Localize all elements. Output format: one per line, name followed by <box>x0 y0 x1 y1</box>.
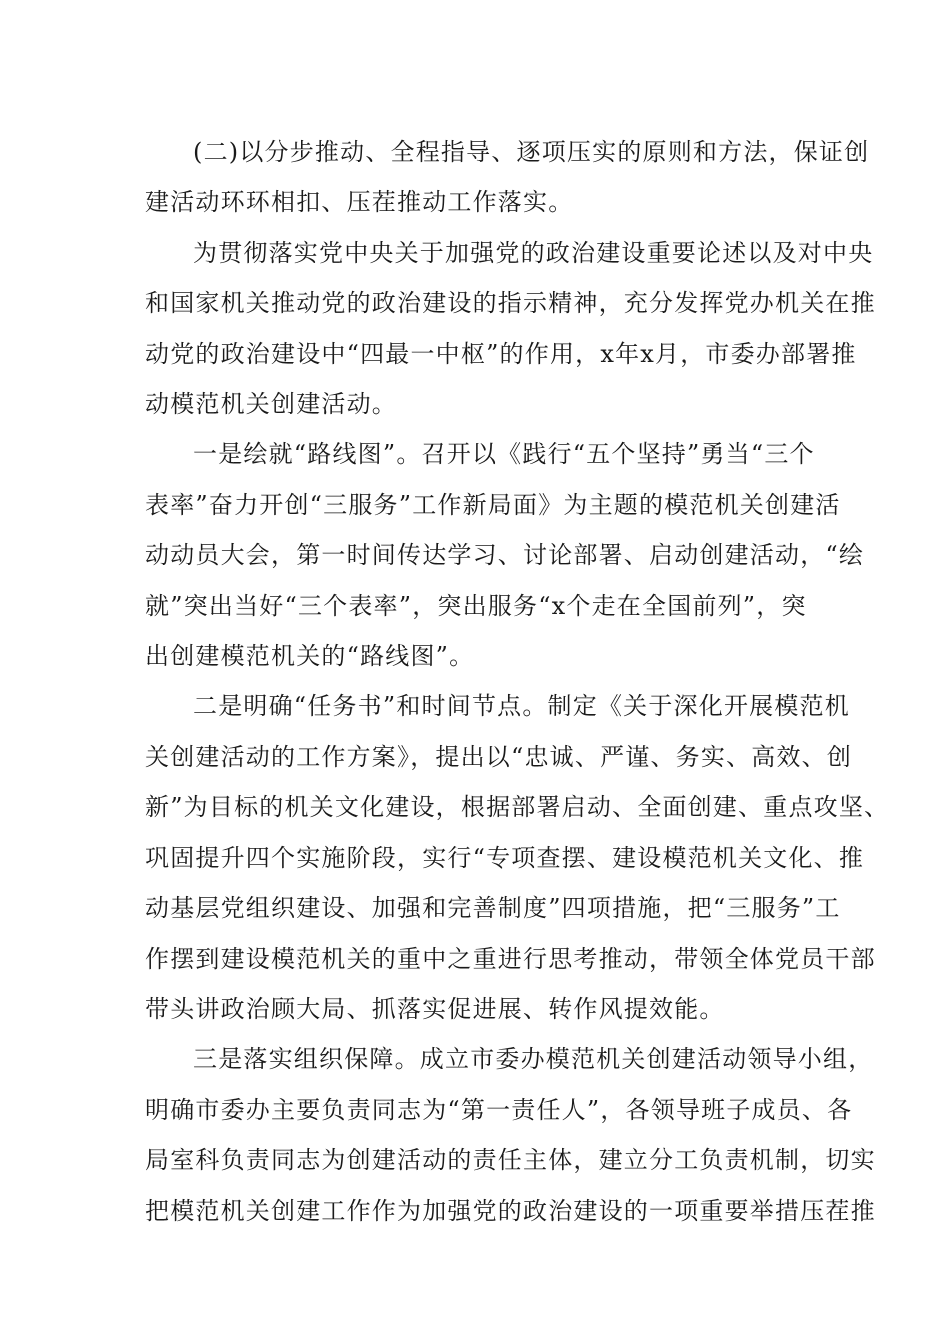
text-line: 二是明确“任务书”和时间节点。制定《关于深化开展模范机 <box>193 692 850 721</box>
text-line: 关创建活动的工作方案》，提出以“忠诚、严谨、务实、高效、创 <box>145 742 853 771</box>
text-line: 建活动环环相扣、压茬推动工作落实。 <box>145 188 574 217</box>
text-line: 明确市委办主要负责同志为“第一责任人”，各领导班子成员、各 <box>145 1095 853 1124</box>
text-line: 作摆到建设模范机关的重中之重进行思考推动，带领全体党员干部 <box>145 944 876 973</box>
document-body <box>145 127 890 1236</box>
text-line: 动模范机关创建活动。 <box>145 390 397 419</box>
paragraph-intro <box>145 228 876 430</box>
paragraph-section-heading <box>145 127 870 228</box>
text-line: 动动员大会，第一时间传达学习、讨论部署、启动创建活动，“绘 <box>145 541 865 570</box>
text-line: 新”为目标的机关文化建设，根据部署启动、全面创建、重点攻坚、 <box>145 793 890 822</box>
text-line: 带头讲政治顾大局、抓落实促进展、转作风提效能。 <box>145 994 725 1023</box>
text-line: 把模范机关创建工作作为加强党的政治建设的一项重要举措压茬推 <box>145 1196 876 1225</box>
paragraph-roadmap <box>145 429 865 681</box>
text-line: 就”突出当好“三个表率”，突出服务“x个走在全国前列”，突 <box>145 591 807 620</box>
text-line: 巩固提升四个实施阶段，实行“专项查摆、建设模范机关文化、推 <box>145 843 865 872</box>
paragraph-organization <box>145 1034 876 1236</box>
text-line: 出创建模范机关的“路线图”。 <box>145 642 475 671</box>
text-line: 为贯彻落实党中央关于加强党的政治建设重要论述以及对中央 <box>193 238 874 267</box>
paragraph-task-book <box>145 681 890 1034</box>
text-line: 表率”奋力开创“三服务”工作新局面》为主题的模范机关创建活 <box>145 490 841 519</box>
text-line: 动基层党组织建设、加强和完善制度”四项措施，把“三服务”工 <box>145 894 841 923</box>
text-line: 动党的政治建设中“四最一中枢”的作用，x年x月，市委办部署推 <box>145 339 857 368</box>
text-line: 三是落实组织保障。成立市委办模范机关创建活动领导小组， <box>193 1045 874 1074</box>
text-line: 和国家机关推动党的政治建设的指示精神，充分发挥党办机关在推 <box>145 289 876 318</box>
text-line: 局室科负责同志为创建活动的责任主体，建立分工负责机制，切实 <box>145 1146 876 1175</box>
text-line: 一是绘就“路线图”。召开以《践行“五个坚持”勇当“三个 <box>193 440 815 469</box>
text-line: (二)以分步推动、全程指导、逐项压实的原则和方法，保证创 <box>193 138 870 166</box>
